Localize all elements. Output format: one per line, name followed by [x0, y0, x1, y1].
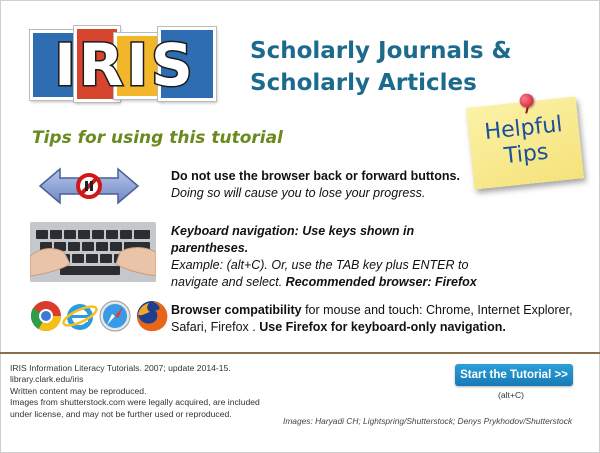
logo-text: IRIS	[54, 31, 196, 99]
tip-2-recommended: Recommended browser: Firefox	[285, 275, 477, 289]
no-back-forward-icon	[38, 166, 140, 206]
tip-3-bold: Browser compatibility	[171, 303, 302, 317]
footer-line: Images from shutterstock.com were legally acquired, are included	[10, 397, 260, 408]
chrome-icon	[31, 301, 61, 331]
footer-line: under license, and may not be further used or reproduced.	[10, 408, 232, 419]
tip-2-bold-italic: Keyboard navigation: Use keys shown in parentheses.	[171, 224, 415, 255]
browser-icons	[28, 296, 170, 336]
start-tutorial-button[interactable]: Start the Tutorial >>	[455, 364, 573, 386]
helpful-tips-text	[467, 110, 582, 173]
tip-1-bold: Do not use the browser back or forward buttons.	[171, 169, 460, 183]
section-heading: Tips for using this tutorial	[32, 128, 283, 148]
footer-line: library.clark.edu/iris	[10, 374, 84, 385]
internet-explorer-icon	[61, 303, 99, 330]
helpful-tips-line-2: Tips	[502, 139, 550, 170]
firefox-icon	[137, 301, 167, 331]
helpful-tips-line-1: Helpful	[483, 112, 564, 146]
page-title-line-2: Scholarly Articles	[250, 70, 477, 96]
keyboard-icon	[30, 222, 156, 282]
footer-divider	[0, 352, 600, 354]
safari-icon	[100, 301, 130, 331]
tip-back-buttons	[171, 168, 460, 202]
start-shortcut-hint: (alt+C)	[498, 390, 525, 400]
footer-line: Written content may be reproduced.	[10, 385, 147, 396]
tip-browser-compatibility	[171, 302, 586, 336]
tip-3-text: for mouse and touch: Chrome, Internet Explorer, Safari, Firefox .	[171, 303, 573, 334]
pushpin-icon	[519, 93, 534, 108]
page-title-line-1: Scholarly Journals &	[250, 38, 512, 64]
page-title	[250, 35, 512, 99]
tip-3-firefox: Use Firefox for keyboard-only navigation.	[259, 320, 506, 334]
footer-notes	[10, 363, 260, 420]
image-credits: Images: Haryadi CH; Lightspring/Shutterstock; Denys Prykhodov/Shutterstock	[283, 416, 573, 426]
tip-keyboard-navigation	[171, 223, 481, 291]
tip-1-italic: Doing so will cause you to lose your progress.	[171, 186, 426, 200]
footer-line: IRIS Information Literacy Tutorials. 2007; update 2014-15.	[10, 363, 231, 373]
tip-2-italic: Example: (alt+C). Or, use the TAB key plus ENTER to navigate and select.	[171, 258, 469, 289]
helpful-tips-note	[466, 96, 584, 189]
iris-logo	[30, 24, 218, 106]
